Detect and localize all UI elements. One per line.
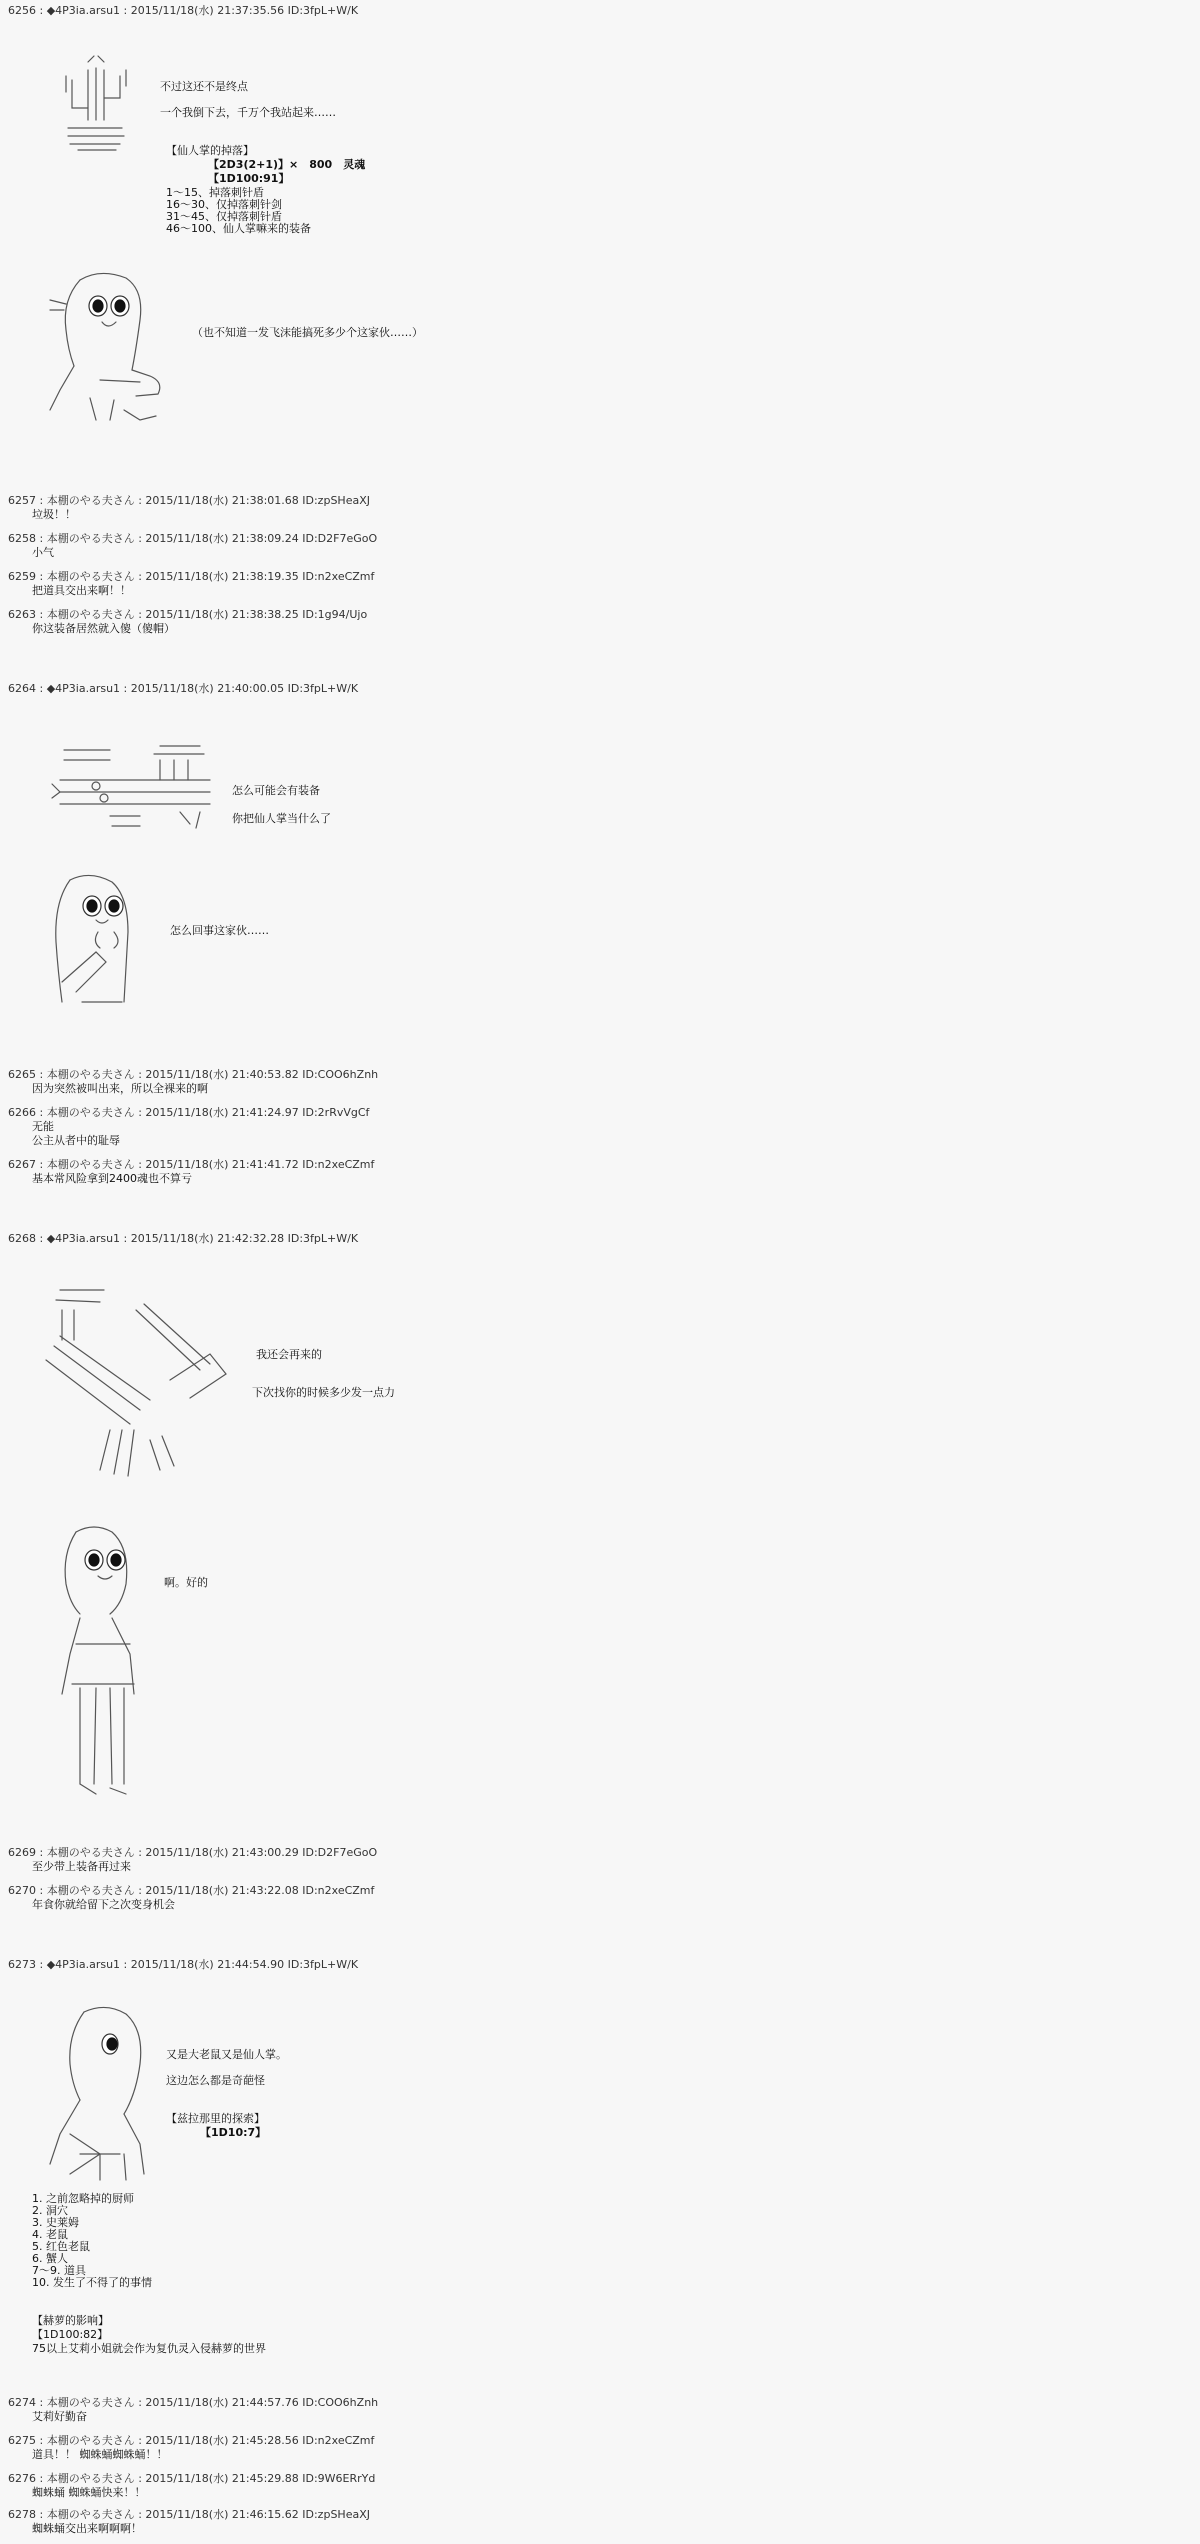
post-6258 (8, 532, 377, 560)
speech-line: 怎么可能会有装备 (232, 784, 320, 797)
post-body-line: 基本常风险拿到2400魂也不算亏 (32, 1172, 192, 1185)
roll-result: 【1D100:91】 (208, 172, 290, 185)
post-6266 (8, 1106, 369, 1148)
post-body-line: 艾莉好勤奋 (32, 2410, 87, 2423)
speech-line: 我还会再来的 (256, 1348, 322, 1361)
speech-line: 一个我倒下去，千万个我站起来…… (160, 106, 336, 119)
post-6259 (8, 570, 374, 598)
post-6274 (8, 2396, 378, 2424)
option-item: 7～9. 道具 (32, 2264, 86, 2277)
post-header: 6267 : 本棚のやる夫さん : 2015/11/18(水) 21:41:41.72 ID:n2xeCZmf (8, 1158, 375, 1171)
post-6256 (8, 4, 358, 18)
post-6257 (8, 494, 370, 522)
speech-line: 不过这还不是终点 (160, 80, 248, 93)
roll-title: 【仙人掌的掉落】 (166, 144, 254, 157)
post-body-line: 道具！！ 蜘蛛蛹蜘蛛蛹！！ (32, 2448, 168, 2461)
leaping-cactus-ascii-art (40, 1280, 240, 1480)
option-item: 3. 史莱姆 (32, 2216, 79, 2229)
option-item: 6. 蟹人 (32, 2252, 68, 2265)
roll-result: 【1D10:7】 (200, 2126, 267, 2139)
post-header: 6257 : 本棚のやる夫さん : 2015/11/18(水) 21:38:01.68 ID:zpSHeaXJ (8, 494, 370, 507)
speech-line: 啊。好的 (164, 1576, 208, 1589)
effect-title: 【赫萝的影响】 (32, 2314, 109, 2327)
roll-table-item: 1～15、掉落刺针盾 (166, 186, 264, 199)
option-item: 1. 之前忽略掉的厨师 (32, 2192, 134, 2205)
post-header: 6264 : ◆4P3ia.arsu1 : 2015/11/18(水) 21:40:00.05 ID:3fpL+W/K (8, 682, 359, 695)
post-6265 (8, 1068, 378, 1096)
speech-line: 下次找你的时候多少发一点力 (252, 1386, 395, 1399)
post-body-line: 你这装备居然就入傻（傻帽） (32, 622, 175, 635)
speech-line: 这边怎么都是奇葩怪 (166, 2074, 265, 2087)
post-6264 (8, 682, 358, 696)
option-item: 10. 发生了不得了的事情 (32, 2276, 152, 2289)
option-item: 2. 洞穴 (32, 2204, 68, 2217)
post-header: 6265 : 本棚のやる夫さん : 2015/11/18(水) 21:40:53.82 ID:COO6hZnh (8, 1068, 379, 1081)
post-header: 6259 : 本棚のやる夫さん : 2015/11/18(水) 21:38:19.35 ID:n2xeCZmf (8, 570, 375, 583)
post-header: 6275 : 本棚のやる夫さん : 2015/11/18(水) 21:45:28.56 ID:n2xeCZmf (8, 2434, 375, 2447)
roll-table-item: 31～45、仅掉落刺针盾 (166, 210, 282, 223)
roll-table-item: 16～30、仅掉落刺针剑 (166, 198, 282, 211)
character-ascii-art (40, 270, 190, 430)
post-6276 (8, 2472, 375, 2500)
post-6275 (8, 2434, 374, 2462)
post-6270 (8, 1884, 374, 1912)
thought-line: （也不知道一发飞沫能搞死多少个这家伙……） (192, 326, 423, 339)
post-6273 (8, 1958, 358, 1972)
post-body-line: 垃圾！！ (32, 508, 76, 521)
post-header: 6256 : ◆4P3ia.arsu1 : 2015/11/18(水) 21:37:35.56 ID:3fpL+W/K (8, 4, 359, 17)
post-body-line: 蜘蛛蛹 蜘蛛蛹快来！！ (32, 2486, 146, 2499)
post-header: 6269 : 本棚のやる夫さん : 2015/11/18(水) 21:43:00.29 ID:D2F7eGoO (8, 1846, 378, 1859)
cactus-ascii-art (60, 50, 150, 170)
post-body-line: 蜘蛛蛹交出来啊啊啊！ (32, 2522, 142, 2535)
roll-title: 【兹拉那里的探索】 (166, 2112, 265, 2125)
post-6269 (8, 1846, 377, 1874)
speech-line: 你把仙人掌当什么了 (232, 812, 331, 825)
post-header: 6258 : 本棚のやる夫さん : 2015/11/18(水) 21:38:09.24 ID:D2F7eGoO (8, 532, 378, 545)
post-header: 6274 : 本棚のやる夫さん : 2015/11/18(水) 21:44:57.76 ID:COO6hZnh (8, 2396, 379, 2409)
post-body-line: 无能 (32, 1120, 54, 1133)
roll-table-item: 46～100、仙人掌嘛来的装备 (166, 222, 311, 235)
post-header: 6278 : 本棚のやる夫さん : 2015/11/18(水) 21:46:15.62 ID:zpSHeaXJ (8, 2508, 370, 2521)
post-body-line: 年食你就给留下之次变身机会 (32, 1898, 175, 1911)
post-header: 6266 : 本棚のやる夫さん : 2015/11/18(水) 21:41:24.97 ID:2rRvVgCf (8, 1106, 370, 1119)
character-standing-ascii-art (50, 1524, 150, 1804)
post-body-line: 小气 (32, 546, 54, 559)
post-body-line: 公主从者中的耻辱 (32, 1134, 120, 1147)
post-header: 6268 : ◆4P3ia.arsu1 : 2015/11/18(水) 21:42:32.28 ID:3fpL+W/K (8, 1232, 359, 1245)
post-body-line: 把道具交出来啊！！ (32, 584, 131, 597)
flying-cactus-ascii-art (50, 740, 220, 840)
post-6267 (8, 1158, 374, 1186)
post-body-line: 因为突然被叫出来，所以全裸来的啊 (32, 1082, 208, 1095)
post-6268 (8, 1232, 358, 1246)
post-header: 6270 : 本棚のやる夫さん : 2015/11/18(水) 21:43:22.08 ID:n2xeCZmf (8, 1884, 375, 1897)
character-side-ascii-art (40, 2004, 160, 2184)
character-ascii-art (36, 872, 146, 1012)
post-6263 (8, 608, 367, 636)
speech-line: 又是大老鼠又是仙人掌。 (166, 2048, 287, 2061)
effect-text: 75以上艾莉小姐就会作为复仇灵入侵赫萝的世界 (32, 2342, 266, 2355)
post-header: 6273 : ◆4P3ia.arsu1 : 2015/11/18(水) 21:44:54.90 ID:3fpL+W/K (8, 1958, 359, 1971)
option-item: 4. 老鼠 (32, 2228, 68, 2241)
roll-dice: 【2D3(2+1)】× 800 灵魂 (208, 158, 366, 171)
option-item: 5. 红色老鼠 (32, 2240, 90, 2253)
post-header: 6263 : 本棚のやる夫さん : 2015/11/18(水) 21:38:38.25 ID:1g94/Ujo (8, 608, 368, 621)
effect-roll: 【1D100:82】 (32, 2328, 109, 2341)
speech-line: 怎么回事这家伙…… (170, 924, 269, 937)
post-6278 (8, 2508, 370, 2536)
post-body-line: 至少带上装备再过来 (32, 1860, 131, 1873)
post-header: 6276 : 本棚のやる夫さん : 2015/11/18(水) 21:45:29.88 ID:9W6ERrYd (8, 2472, 376, 2485)
